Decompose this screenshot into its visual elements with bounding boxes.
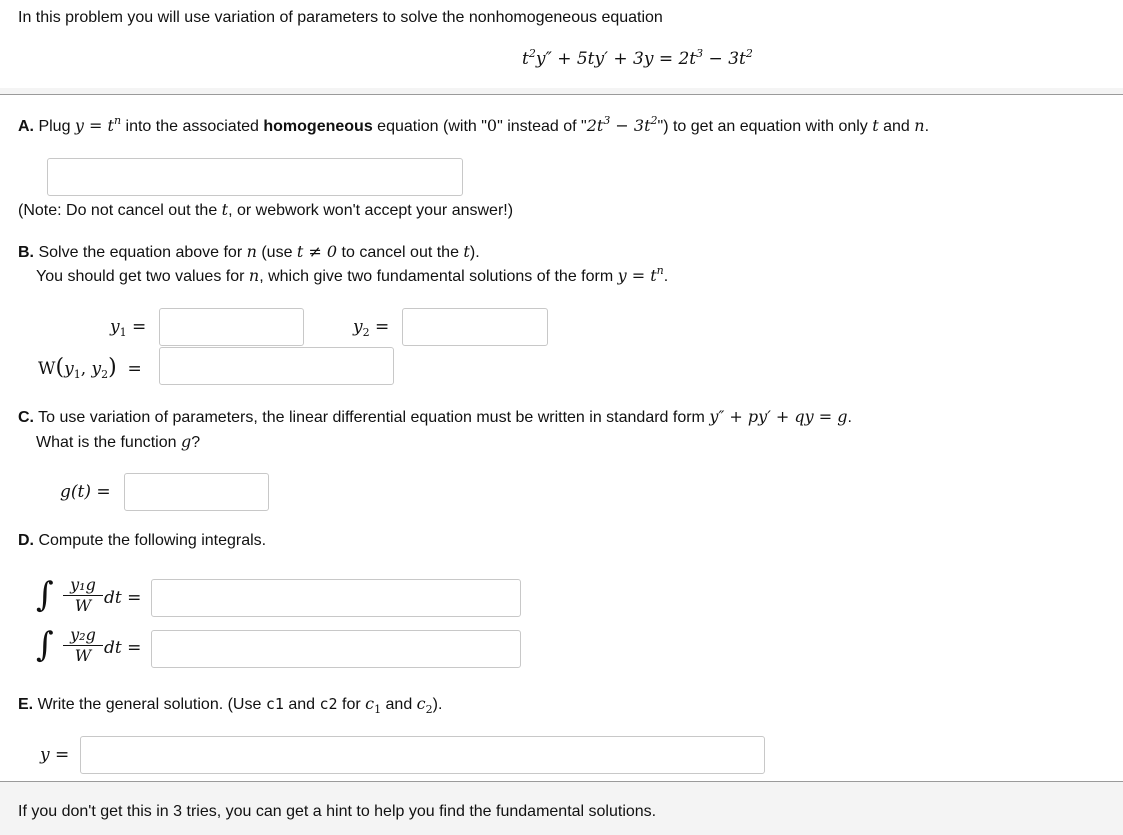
integral-1-fraction: y₁g W [63,576,103,615]
y2-input[interactable] [402,308,548,346]
y-general-label: y = [40,745,70,765]
part-a-instructions: A. Plug $y = t^n$ into the associated homogeneous equation (with "0" instead of "$2t^3$ − $3t^2$") to get an equation with only t and n. [18,114,930,135]
divider-top [0,94,1123,95]
part-c-line2: What is the function g? [36,432,201,451]
part-c-line1: C. To use variation of parameters, the linear differential equation must be written in standard form y″ + py′ + qy = g. [18,407,852,426]
y1-input[interactable] [159,308,304,346]
part-a-note: (Note: Do not cancel out the t, or webwork won't accept your answer!) [18,200,514,219]
part-d-text: D. Compute the following integrals. [18,532,267,549]
integral-sign-2: ∫ [36,625,54,665]
part-b-line2: You should get two values for n, which give two fundamental solutions of the form $y = t^n$. [36,264,669,285]
hint-footer: If you don't get this in 3 tries, you can get a hint to help you find the fundamental solutions. [18,803,657,820]
integral-sign-1: ∫ [36,575,54,615]
part-e-text: E. Write the general solution. (Use c1 and c2 for $c_1$ and $c_2$). [18,694,443,716]
integral-2-input[interactable] [151,630,521,668]
part-b-line1: B. Solve the equation above for n (use t ≠ 0 to cancel out the t). [18,242,480,261]
main-equation: $t^2y'' + 5ty' + 3y = 2t^3 - 3t^2$ [522,47,753,69]
integral-1-input[interactable] [151,579,521,617]
wronskian-input[interactable] [159,347,394,385]
g-label: g(t) = [60,482,111,502]
integral-2-dt: dt = [104,638,142,658]
integral-2-fraction: y₂g W [63,626,103,665]
wronskian-label: $W(y_1$, $y_2$) = [38,355,142,381]
answer-a-input[interactable] [47,158,463,196]
general-solution-input[interactable] [80,736,765,774]
y2-label: $y_2$ = [353,317,390,339]
integral-1-dt: dt = [104,588,142,608]
g-input[interactable] [124,473,269,511]
intro-text: In this problem you will use variation of parameters to solve the nonhomogeneous equation [18,9,663,26]
y1-label: $y_1$ = [110,317,147,339]
